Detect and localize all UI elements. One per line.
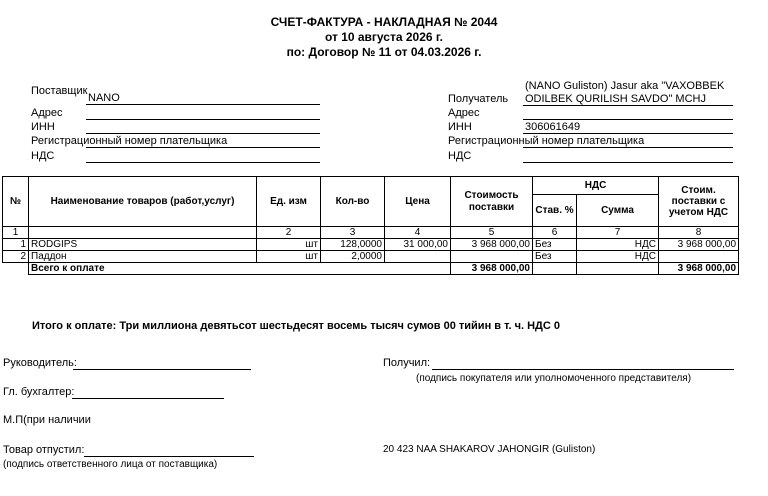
header-cost: Стоимость поставки: [451, 177, 533, 227]
header-unit: Ед. изм: [257, 177, 321, 227]
total-label: Всего к оплате: [29, 263, 451, 275]
index-cell: 7: [577, 227, 659, 239]
recipient-vat-label: НДС: [448, 150, 472, 162]
supplier-vat-line: [86, 162, 320, 163]
recipient-name-line2: ODILBEK QURILISH SAVDO" MCHJ: [525, 93, 706, 105]
header-qty: Кол-во: [321, 177, 385, 227]
header-vat: НДС: [533, 177, 659, 195]
index-cell: 4: [385, 227, 451, 239]
released-sign-line: [84, 456, 254, 457]
supplier-name-line: [86, 104, 320, 105]
recipient-name-line: [523, 105, 733, 106]
index-cell: 6: [533, 227, 577, 239]
supplier-inn-label: ИНН: [31, 121, 55, 133]
supplier-reg-line: [86, 147, 320, 148]
row-total: [659, 251, 739, 263]
row-no: 1: [3, 239, 29, 251]
stamp-label: М.П(при наличии: [3, 414, 91, 426]
index-cell: 5: [451, 227, 533, 239]
row-vat-rate: Без: [533, 251, 577, 263]
index-cell: 8: [659, 227, 739, 239]
recipient-vat-line: [523, 162, 733, 163]
index-cell: 2: [257, 227, 321, 239]
released-note: (подпись ответственного лица от поставщика): [3, 459, 218, 470]
recipient-name-line1: (NANO Guliston) Jasur aka "VAXOBBEK: [525, 80, 725, 92]
recipient-reg-label: Регистрационный номер плательщика: [448, 135, 645, 147]
recipient-address-line: [523, 119, 733, 120]
receiver-name: 20 423 NAA SHAKAROV JAHONGIR (Guliston): [383, 444, 596, 455]
supplier-label: Поставщик: [31, 85, 88, 97]
header-price: Цена: [385, 177, 451, 227]
recipient-label: Получатель: [448, 93, 509, 105]
recipient-inn: 306061649: [525, 121, 581, 133]
recipient-address-label: Адрес: [448, 107, 480, 119]
summary-text: Итого к оплате: Три миллиона девятьсот шестьдесят восемь тысяч сумов 00 тийин в т. ч. НДС 0: [32, 320, 561, 332]
supplier-address-line: [86, 119, 320, 120]
row-vat-rate: Без: [533, 239, 577, 251]
accountant-label: Гл. бухгалтер:: [3, 386, 75, 398]
row-price: [385, 251, 451, 263]
row-unit: шт: [257, 251, 321, 263]
index-cell: 1: [3, 227, 29, 239]
row-no: 2: [3, 251, 29, 263]
supplier-vat-label: НДС: [31, 150, 55, 162]
received-note: (подпись покупателя или уполномоченного представителя): [416, 373, 692, 384]
row-vat-sum: НДС: [577, 239, 659, 251]
recipient-inn-label: ИНН: [448, 121, 472, 133]
row-price: 31 000,00: [385, 239, 451, 251]
row-unit: шт: [257, 239, 321, 251]
row-total: 3 968 000,00: [659, 239, 739, 251]
total-sum: 3 968 000,00: [659, 263, 739, 275]
row-cost: [451, 251, 533, 263]
total-vat-rate: [533, 263, 577, 275]
supplier-inn-line: [86, 133, 320, 134]
total-spacer: [3, 263, 29, 275]
document-contract: по: Договор № 11 от 04.03.2026 г.: [286, 45, 482, 59]
header-no: №: [3, 177, 29, 227]
index-row: [3, 227, 739, 239]
header-vat-sum: Сумма: [577, 195, 659, 227]
head-label: Руководитель:: [3, 357, 77, 369]
document-title: СЧЕТ-ФАКТУРА - НАКЛАДНАЯ № 2044: [270, 15, 498, 29]
table-row: [3, 239, 739, 251]
document-date: от 10 августа 2026 г.: [324, 30, 444, 44]
total-vat-sum: [577, 263, 659, 275]
received-label: Получил:: [383, 357, 431, 369]
released-label: Товар отпустил:: [3, 444, 85, 456]
row-name: RODGIPS: [29, 239, 257, 251]
supplier-reg-label: Регистрационный номер плательщика: [31, 135, 228, 147]
recipient-reg-line: [523, 147, 733, 148]
row-qty: 128,0000: [321, 239, 385, 251]
header-vat-rate: Став. %: [533, 195, 577, 227]
row-cost: 3 968 000,00: [451, 239, 533, 251]
row-qty: 2,0000: [321, 251, 385, 263]
accountant-sign-line: [72, 398, 224, 399]
supplier-name: NANO: [88, 92, 120, 104]
items-table: [2, 176, 739, 275]
row-vat-sum: НДС: [577, 251, 659, 263]
header-total: Стоим. поставки с учетом НДС: [659, 177, 739, 227]
index-cell: 3: [321, 227, 385, 239]
total-cost: 3 968 000,00: [451, 263, 533, 275]
recipient-inn-line: [523, 133, 733, 134]
supplier-address-label: Адрес: [31, 107, 63, 119]
received-sign-line: [432, 369, 734, 370]
head-sign-line: [73, 369, 251, 370]
header-name: Наименование товаров (работ,услуг): [29, 177, 257, 227]
total-row: [3, 263, 739, 275]
row-name: Паддон: [29, 251, 257, 263]
table-row: [3, 251, 739, 263]
